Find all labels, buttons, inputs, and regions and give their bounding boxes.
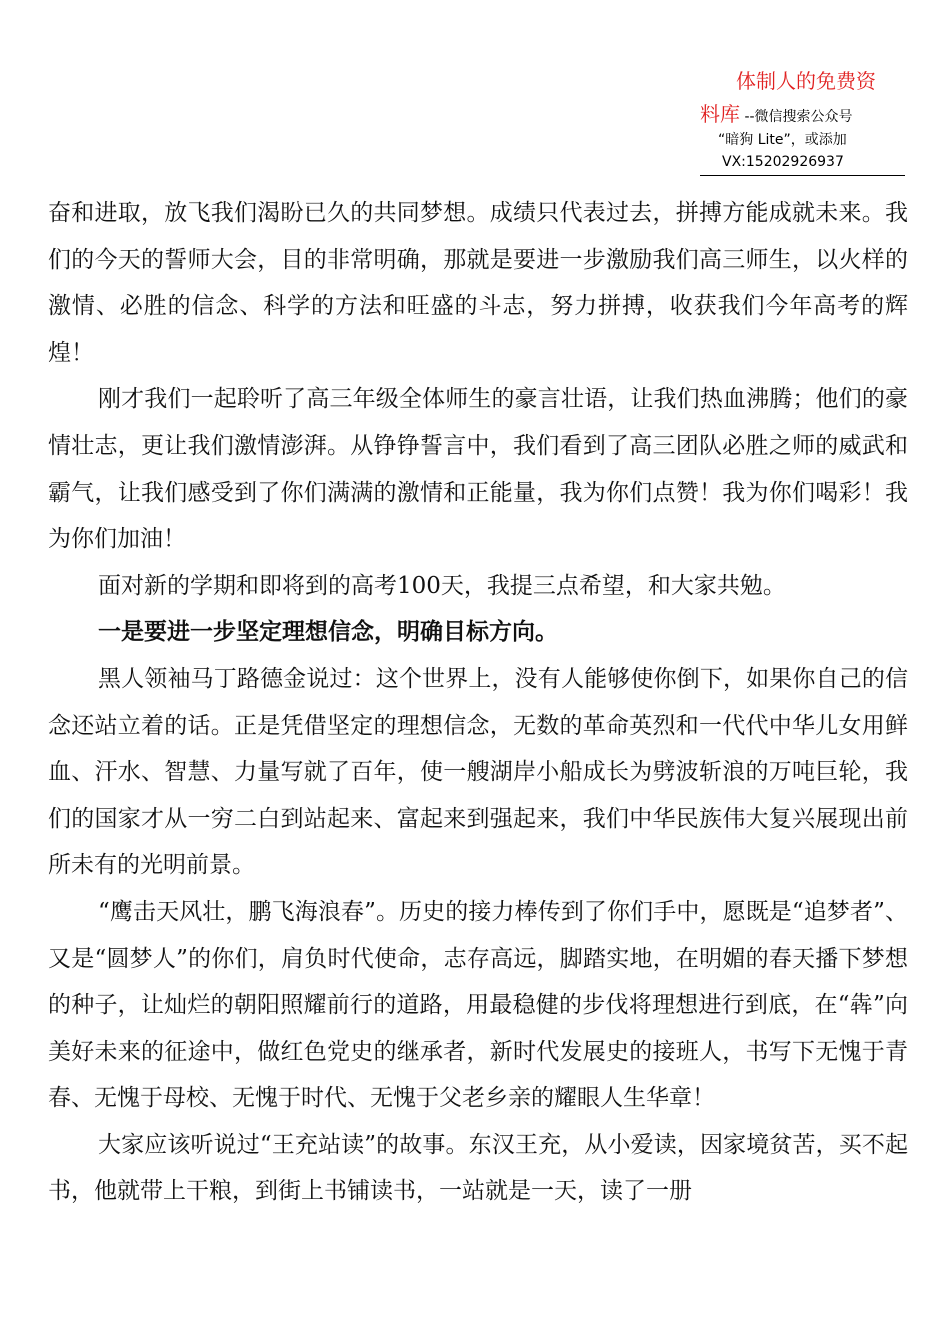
paragraph-6: 大家应该听说过“王充站读”的故事。东汉王充，从小爱读，因家境贫苦，买不起书，他就带上干粮，到街上书铺读书，一站就是一天，读了一册 <box>48 1131 908 1205</box>
paragraph-1: 奋和进取，放飞我们渴盼已久的共同梦想。成绩只代表过去，拼搏方能成就未来。我们的今天的誓师大会，目的非常明确，那就是要进一步激励我们高三师生，以火样的激情、必胜的信念、科学的方法和旺盛的斗志，努力拼搏，收获我们今年高考的辉煌！ <box>48 200 908 366</box>
promo-title: 体制人的免费资 <box>736 69 876 93</box>
header-rule <box>700 175 905 176</box>
document-body <box>48 190 908 1215</box>
promo-title-cont: 料库 <box>700 102 740 126</box>
paragraph-5: “鹰击天风壮，鹏飞海浪春”。历史的接力棒传到了你们手中，愿既是“追梦者”、又是“圆梦人”的你们，肩负时代使命，志存高远，脚踏实地，在明媚的春天播下梦想的种子，让灿烂的朝阳照耀前行的道路，用最稳健的步伐将理想进行到底，在“犇”向美好未来的征途中，做红色党史的继承者，新时代发展史的接班人，书写下无愧于青春、无愧于母校、无愧于时代、无愧于父老乡亲的耀眼人生华章！ <box>48 898 908 1112</box>
paragraph-2: 刚才我们一起聆听了高三年级全体师生的豪言壮语，让我们热血沸腾；他们的豪情壮志，更让我们激情澎湃。从铮铮誓言中，我们看到了高三团队必胜之师的威武和霸气，让我们感受到了你们满满的激情和正能量，我为你们点赞！我为你们喝彩！我为你们加油！ <box>48 386 908 553</box>
section-heading-1: 一是要进一步坚定理想信念，明确目标方向。 <box>98 619 558 646</box>
promo-line-2 <box>700 102 853 129</box>
promo-account-name: “暗狗 Lite”，或添加 <box>718 132 847 148</box>
promo-vx-contact: VX:15202926937 <box>722 154 844 170</box>
promo-wechat-text: --微信搜索公众号 <box>740 109 853 125</box>
paragraph-4: 黑人领袖马丁路德金说过：这个世界上，没有人能够使你倒下，如果你自己的信念还站立着的话。正是凭借坚定的理想信念，无数的革命英烈和一代代中华儿女用鲜血、汗水、智慧、力量写就了百年，使一艘湖岸小船成长为劈波斩浪的万吨巨轮，我们的国家才从一穷二白到站起来、富起来到强起来，我们中华民族伟大复兴展现出前所未有的光明前景。 <box>48 665 908 879</box>
paragraph-3: 面对新的学期和即将到的高考100天，我提三点希望，和大家共勉。 <box>98 572 786 599</box>
